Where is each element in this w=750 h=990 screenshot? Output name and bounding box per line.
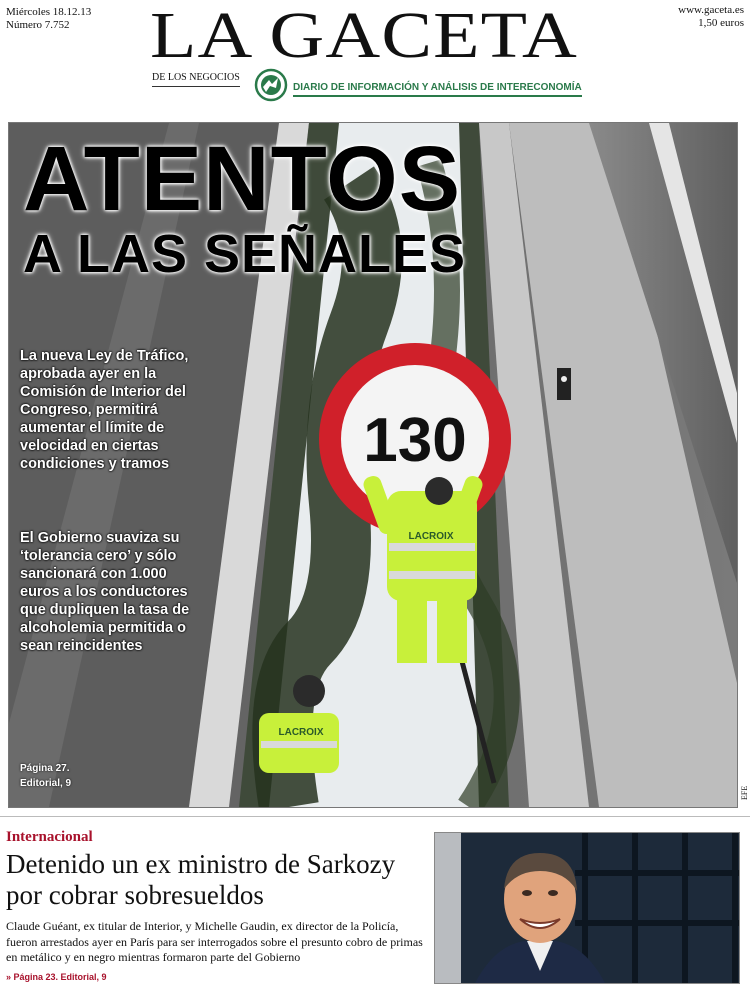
headline-line-2: A LAS SEÑALES: [23, 224, 467, 284]
price: 1,50 euros: [698, 17, 744, 29]
lead-editorial-ref[interactable]: Editorial, 9: [20, 778, 72, 789]
vest-logo-text: LACROIX: [408, 531, 454, 542]
issue-date: Miércoles 18.12.13: [6, 6, 92, 18]
photo-credit: EFE: [740, 785, 749, 800]
story-photo: [434, 832, 740, 984]
lead-deck-1: La nueva Ley de Tráfico, aprobada ayer en la Comisión de Interior del Congreso, permitirá aumentar el límite de velocidad en ciertas condiciones y tramos: [20, 348, 189, 472]
tagline: DIARIO DE INFORMACIÓN Y ANÁLISIS DE INTERECONOMÍA: [293, 82, 582, 97]
lead-photo: [8, 122, 738, 808]
lead-page-ref[interactable]: Página 27.: [20, 763, 70, 774]
divider: [0, 816, 750, 817]
newspaper-logo: LA GACETA: [150, 0, 579, 72]
vest-logo-text-2: LACROIX: [278, 727, 324, 738]
website[interactable]: www.gaceta.es: [678, 4, 744, 16]
portrait-illustration: [435, 833, 739, 983]
issue-number: Número 7.752: [6, 19, 70, 31]
lead-headline: [23, 128, 467, 285]
lead-deck-2: El Gobierno suaviza su ‘tolerancia cero’ y sólo sancionará con 1.000 euros a los conductores que dupliquen la tasa de alcoholemia permitida o sean reincidentes: [20, 530, 190, 654]
story-body: Claude Guéant, ex titular de Interior, y Michelle Gaudin, ex director de la Policía, fueron arrestados ayer en París para ser interrogados sobre el presunto cobro de primas en metálico y en negro mientras formaron parte del Gobierno: [6, 919, 423, 964]
speed-sign-number: 130: [363, 406, 467, 475]
story-reference[interactable]: » Página 23. Editorial, 9: [6, 972, 107, 982]
intereconomia-emblem-icon: [254, 68, 288, 102]
price-info: [678, 4, 744, 30]
lead-reference: [20, 761, 71, 791]
section-label[interactable]: Internacional: [6, 829, 93, 845]
story-title[interactable]: Detenido un ex ministro de Sarkozy por cobrar sobresueldos: [6, 849, 396, 910]
logo-subtitle: DE LOS NEGOCIOS: [152, 72, 240, 87]
issue-info: [6, 6, 91, 32]
headline-line-1: ATENTOS: [23, 128, 462, 230]
masthead: [0, 0, 750, 118]
